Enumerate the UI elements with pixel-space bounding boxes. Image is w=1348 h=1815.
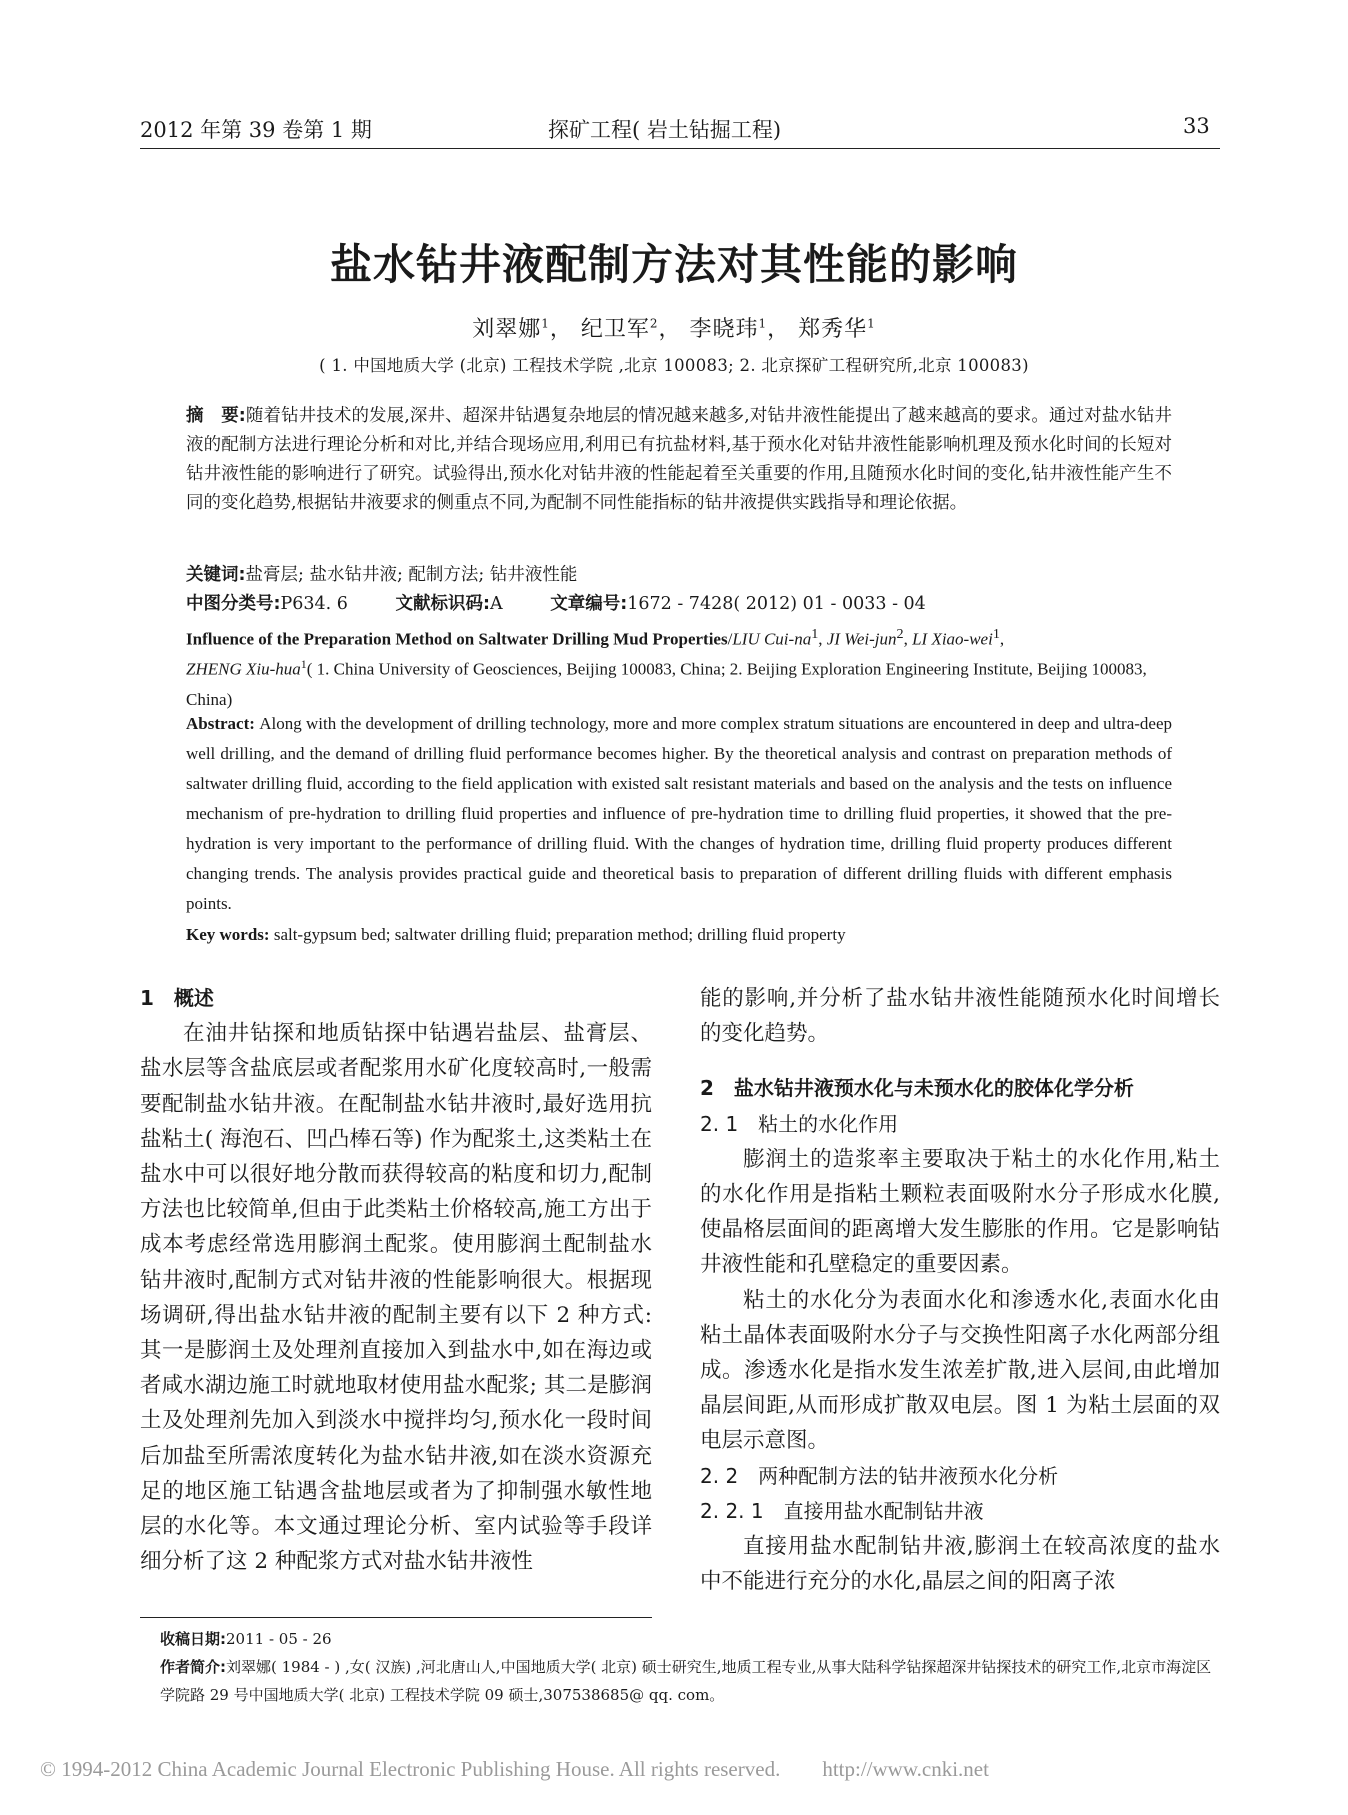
page-number: 33: [1183, 114, 1210, 138]
author-sup: 1: [758, 316, 768, 331]
header-rule: [140, 148, 1220, 149]
doc-code-value: A: [490, 594, 503, 614]
clc-label: 中图分类号:: [186, 594, 281, 614]
footnote-rule: [140, 1617, 652, 1618]
copyright-notice: © 1994-2012 China Academic Journal Electronic Publishing House. All rights reserved. http://www.cnki.net: [40, 1757, 989, 1781]
en-affiliation: ( 1. China University of Geosciences, Beijing 100083, China; 2. Beijing Exploration Engineering Institute, Beijing 100083, China): [186, 659, 1147, 709]
en-author: LIU Cui-na: [732, 629, 812, 649]
abstract-en-label: Abstract:: [186, 714, 255, 733]
section-2-2-1-paragraph: 直接用盐水配制钻井液,膨润土在较高浓度的盐水中不能进行充分的水化,晶层之间的阳离子浓: [700, 1534, 1220, 1595]
section-2-2-heading: 2. 2 两种配制方法的钻井液预水化分析: [700, 1463, 1059, 1488]
keywords-en: [186, 920, 1172, 950]
section-2-2-1-heading: 2. 2. 1 直接用盐水配制钻井液: [700, 1498, 984, 1523]
journal-name: 探矿工程( 岩土钻掘工程): [548, 118, 782, 142]
issue-info: 2012 年第 39 卷第 1 期: [140, 118, 372, 142]
author-sup: 1: [867, 316, 876, 331]
abstract-en-text: Along with the development of drilling technology, more and more complex stratum situations are encountered in deep and ultra-deep well drilling, and the demand of drilling fluid performance becomes higher. By the theoretical analysis and contrast on preparation methods of saltwater drilling fluid, according to the field application with existed salt resistant materials and based on the analysis and the tests on influence mechanism of pre-hydration to drilling fluid properties and influence of pre-hydration time to drilling fluid properties, it showed that the pre-hydration is very important to the performance of drilling fluid. With the changes of hydration time, drilling fluid property produces different changing trends. The analysis provides practical guide and theoretical basis to preparation of different drilling fluids with different emphasis points.: [186, 714, 1172, 913]
classification-line: [186, 590, 1172, 619]
en-author: LI Xiao-wei: [912, 629, 993, 649]
author-sup: 2: [649, 316, 659, 331]
section-2-1-paragraph-1: 膨润土的造浆率主要取决于粘土的水化作用,粘土的水化作用是指粘土颗粒表面吸附水分子形成水化膜,使晶格层面间的距离增大发生膨胀的作用。它是影响钻井液性能和孔壁稳定的重要因素。: [700, 1146, 1220, 1278]
body-left-column: [140, 981, 652, 1579]
abstract-zh: [186, 402, 1172, 518]
author-bio-label: 作者简介:: [160, 1658, 226, 1676]
paper-title: 盐水钻井液配制方法对其性能的影响: [329, 240, 1018, 289]
keywords-zh: [186, 561, 1172, 590]
en-author: JI Wei-jun: [826, 629, 897, 649]
author-bio-line: [140, 1653, 1220, 1709]
author-name: 李晓玮: [689, 317, 759, 342]
en-title: Influence of the Preparation Method on Saltwater Drilling Mud Properties: [186, 629, 728, 649]
clc-value: P634. 6: [280, 594, 348, 614]
section-1-continued: 能的影响,并分析了盐水钻井液性能随预水化时间增长的变化趋势。: [700, 986, 1220, 1047]
section-1-heading: 1 概述: [140, 986, 214, 1010]
article-no-value: 1672 - 7428( 2012) 01 - 0033 - 04: [627, 594, 926, 614]
section-2-1-heading: 2. 1 粘土的水化作用: [700, 1111, 899, 1136]
en-title-line: Influence of the Preparation Method on Saltwater Drilling Mud Properties/LIU Cui-$na^1$, JI Wei-jun$^2$, LI Xiao-wei$^1$,: [186, 626, 1005, 649]
keywords-zh-text: 盐膏层; 盐水钻井液; 配制方法; 钻井液性能: [245, 565, 578, 585]
keywords-en-text: salt-gypsum bed; saltwater drilling fluid; preparation method; drilling fluid property: [273, 925, 846, 944]
section-2-heading: 2 盐水钻井液预水化与未预水化的胶体化学分析: [700, 1076, 1134, 1101]
footnotes: [160, 1625, 1220, 1709]
section-2-1-paragraph-2: 粘土的水化分为表面水化和渗透水化,表面水化由粘土晶体表面吸附水分子与交换性阳离子水化两部分组成。渗透水化是指水发生浓差扩散,进入层间,由此增加晶层间距,从而形成扩散双电层。图 1 为粘土层面的双电层示意图。: [700, 1287, 1220, 1454]
author-name: 郑秀华: [798, 317, 868, 342]
abstract-zh-label: 摘 要:: [186, 406, 246, 426]
author-name: 刘翠娜: [472, 317, 542, 342]
author-name: 纪卫军: [580, 317, 650, 342]
en-author: ZHENG Xiu-hua: [186, 659, 301, 679]
abstract-zh-text: 随着钻井技术的发展,深井、超深井钻遇复杂地层的情况越来越多,对钻井液性能提出了越来越高的要求。通过对盐水钻井液的配制方法进行理论分析和对比,并结合现场应用,利用已有抗盐材料,基于预水化对钻井液性能影响机理及预水化时间的长短对钻井液性能的影响进行了研究。试验得出,预水化对钻井液的性能起着至关重要的作用,且随预水化时间的变化,钻井液性能产生不同的变化趋势,根据钻井液要求的侧重点不同,为配制不同性能指标的钻井液提供实践指导和理论依据。: [186, 406, 1172, 513]
keywords-zh-label: 关键词:: [186, 565, 246, 585]
body-right-column: [700, 981, 1220, 1599]
section-1-paragraph: 在油井钻探和地质钻探中钻遇岩盐层、盐膏层、盐水层等含盐底层或者配浆用水矿化度较高时,一般需要配制盐水钻井液。在配制盐水钻井液时,最好选用抗盐粘土( 海泡石、凹凸棒石等) 作为配浆土,这类粘土在盐水中可以很好地分散而获得较高的粘度和切力,配制方法也比较简单,但由于此类粘土价格较高,施工方出于成本考虑经常选用膨润土配浆。使用膨润土配制盐水钻井液时,配制方式对钻井液的性能影响很大。根据现场调研,得出盐水钻井液的配制主要有以下 2 种方式: 其一是膨润土及处理剂直接加入到盐水中,如在海边或者咸水湖边施工时就地取材使用盐水配浆; 其二是膨润土及处理剂先加入到淡水中搅拌均匀,预水化一段时间后加盐至所需浓度转化为盐水钻井液,如在淡水资源充足的地区施工钻遇含盐地层或者为了抑制强水敏性地层的水化等。本文通过理论分析、室内试验等手段详细分析了这 2 种配浆方式对盐水钻井液性: [140, 1021, 652, 1575]
article-no-label: 文章编号:: [550, 594, 628, 614]
received-date-line: [160, 1625, 1220, 1653]
received-label: 收稿日期:: [160, 1630, 226, 1648]
received-date: 2011 - 05 - 26: [226, 1630, 332, 1648]
author-list: 刘翠娜$^1$， 纪卫军$^2$， 李晓玮$^1$， 郑秀华$^1$: [472, 316, 876, 342]
author-bio: 刘翠娜( 1984 - ) ,女( 汉族) ,河北唐山人,中国地质大学( 北京) 硕士研究生,地质工程专业,从事大陆科学钻探超深井钻探技术的研究工作,北京市海淀区学院路 29 号中国地质大学( 北京) 工程技术学院 09 硕士,307538685@ qq. com。: [160, 1658, 1212, 1704]
abstract-en: [186, 709, 1172, 919]
en-authors-affil: ZHENG Xiu-hua$^1$( 1. China University of Geosciences, Beijing 100083, China; 2. Beijing Exploration Engineering Institute, Beijing 100083, China): [186, 657, 1147, 709]
affiliations: ( 1. 中国地质大学 (北京) 工程技术学院 ,北京 100083; 2. 北京探矿工程研究所,北京 100083): [319, 356, 1029, 375]
author-sup: 1: [541, 316, 550, 331]
keywords-en-label: Key words:: [186, 925, 270, 944]
doc-code-label: 文献标识码:: [395, 594, 491, 614]
